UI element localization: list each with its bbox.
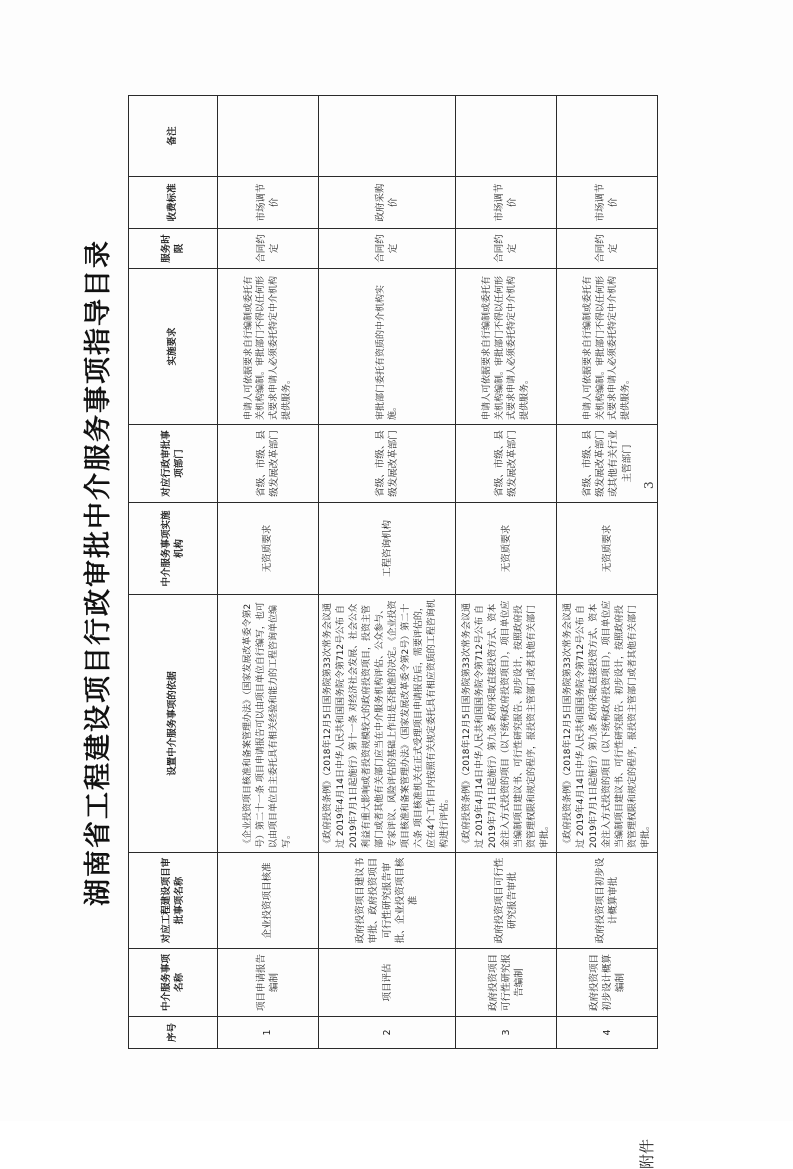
cell-approval-dept: 省级、市级、县级发展改革部门 xyxy=(319,425,456,503)
cell-time-limit: 合同约定 xyxy=(456,229,557,269)
cell-approval-item: 政府投资项目建议书审批、政府投资项目可行性研究报告审批、企业投资项目核准 xyxy=(319,853,456,949)
table-row xyxy=(218,96,319,1049)
cell-remarks xyxy=(557,96,658,177)
cell-remarks xyxy=(456,96,557,177)
cell-fee: 市场调节价 xyxy=(557,177,658,229)
header-service-name: 中介服务事项名称 xyxy=(129,949,218,1017)
cell-fee: 市场调节价 xyxy=(218,177,319,229)
cell-approval-dept: 省级、市级、县级发展改革部门 xyxy=(456,425,557,503)
cell-agency: 工程咨询机构 xyxy=(319,503,456,595)
document-title: 湖南省工程建设项目行政审批中介服务事项指导目录 xyxy=(83,239,114,906)
table-row xyxy=(319,96,456,1049)
cell-no: 2 xyxy=(319,1017,456,1049)
attachment-label: 附件 xyxy=(638,1138,656,1169)
cell-service-name: 政府投资项目初步设计概算编制 xyxy=(557,949,658,1017)
cell-approval-item: 政府投资项目可行性研究报告审批 xyxy=(456,853,557,949)
header-approval-dept: 对应行政审批事项部门 xyxy=(129,425,218,503)
cell-agency: 无资质要求 xyxy=(557,503,658,595)
rotated-landscape-content xyxy=(76,96,671,1169)
header-approval-item: 对应工程建设项目审批事项名称 xyxy=(129,853,218,949)
page-number: 3 xyxy=(642,481,656,489)
cell-no: 3 xyxy=(456,1017,557,1049)
cell-basis: 《企业投资项目核准和备案管理办法》（国家发展改革委令第2号）第二十一条 项目申请报告可以由项目单位自行编写，也可以由项目单位自主委托具有相关经验和能力的工程咨询单位编写。 xyxy=(218,595,319,853)
cell-remarks xyxy=(218,96,319,177)
cell-approval-dept: 省级、市级、县级发展改革部门或其他有关行业主管部门 xyxy=(557,425,658,503)
cell-time-limit: 合同约定 xyxy=(218,229,319,269)
cell-agency: 无资质要求 xyxy=(218,503,319,595)
cell-no: 4 xyxy=(557,1017,658,1049)
cell-requirements: 审批部门委托有资质的中介机构实施。 xyxy=(319,269,456,425)
cell-requirements: 申请人可依据要求自行编制或委托有关机构编制。审批部门不得以任何形式要求申请人必须委托特定中介机构提供服务。 xyxy=(456,269,557,425)
table-row xyxy=(456,96,557,1049)
cell-fee: 政府采购价 xyxy=(319,177,456,229)
cell-approval-item: 政府投资项目初步设计概算审批 xyxy=(557,853,658,949)
header-fee: 收费标准 xyxy=(129,177,218,229)
cell-service-name: 政府投资项目可行性研究报告编制 xyxy=(456,949,557,1017)
cell-fee: 市场调节价 xyxy=(456,177,557,229)
header-remarks: 备注 xyxy=(129,96,218,177)
cell-requirements: 申请人可依据要求自行编制或委托有关机构编制。审批部门不得以任何形式要求申请人必须委托特定中介机构提供服务。 xyxy=(218,269,319,425)
cell-basis: 《政府投资条例》（2018年12月5日国务院第33次常务会议通过 2019年4月14日中华人民共和国国务院令第712号公布 自2019年7月1日起施行）第九条 政府采取直接投资方式、资本金注入方式投资的项目（以下统称政府投资项目），项目单位应当编制项目建议书、可行性研究报告、初步设计，按照政府投资管理权限和规定的程序，报投资主管部门或者其他有关部门审批。 xyxy=(456,595,557,853)
table-header-row xyxy=(129,96,218,1049)
header-basis: 设置中介服务事项的依据 xyxy=(129,595,218,853)
cell-remarks xyxy=(319,96,456,177)
cell-requirements: 申请人可依据要求自行编制或委托有关机构编制。审批部门不得以任何形式要求申请人必须委托特定中介机构提供服务。 xyxy=(557,269,658,425)
cell-basis: 《政府投资条例》（2018年12月5日国务院第33次常务会议通过 2019年4月14日中华人民共和国国务院令第712号公布 自2019年7月1日起施行）第九条 政府采取直接投资方式、资本金注入方式投资的项目（以下统称政府投资项目），项目单位应当编制项目建议书、可行性研究报告、初步设计，按照政府投资管理权限和规定的程序，报投资主管部门或者其他有关部门审批。 xyxy=(557,595,658,853)
header-requirements: 实施要求 xyxy=(129,269,218,425)
header-time-limit: 服务时限 xyxy=(129,229,218,269)
cell-agency: 无资质要求 xyxy=(456,503,557,595)
cell-approval-item: 企业投资项目核准 xyxy=(218,853,319,949)
service-catalog-table xyxy=(128,95,658,1049)
cell-service-name: 项目申请报告编制 xyxy=(218,949,319,1017)
table-row xyxy=(557,96,658,1049)
cell-no: 1 xyxy=(218,1017,319,1049)
header-agency: 中介服务事项实施机构 xyxy=(129,503,218,595)
cell-approval-dept: 省级、市级、县级发展改革部门 xyxy=(218,425,319,503)
cell-time-limit: 合同约定 xyxy=(319,229,456,269)
cell-basis: 《政府投资条例》（2018年12月5日国务院第33次常务会议通过 2019年4月14日中华人民共和国国务院令第712号公布 自2019年7月1日起施行）第十一条 对经济社会发展、社会公众利益有重大影响或者投资规模较大的政府投资项目，投资主管部门或者其他有关部门应当在中介服务机构评估、公众参与、专家评议、风险评估的基础上作出是否批准的决定。《企业投资项目核准和备案管理办法》（国家发展改革委令第2号）第二十六条 项目核准机关在正式受理项目申请报告后，需要评估的，应在4个工作日内按照有关规定委托具有相应资质的工程咨询机构进行评估。 xyxy=(319,595,456,853)
cell-time-limit: 合同约定 xyxy=(557,229,658,269)
cell-service-name: 项目评估 xyxy=(319,949,456,1017)
header-no: 序号 xyxy=(129,1017,218,1049)
